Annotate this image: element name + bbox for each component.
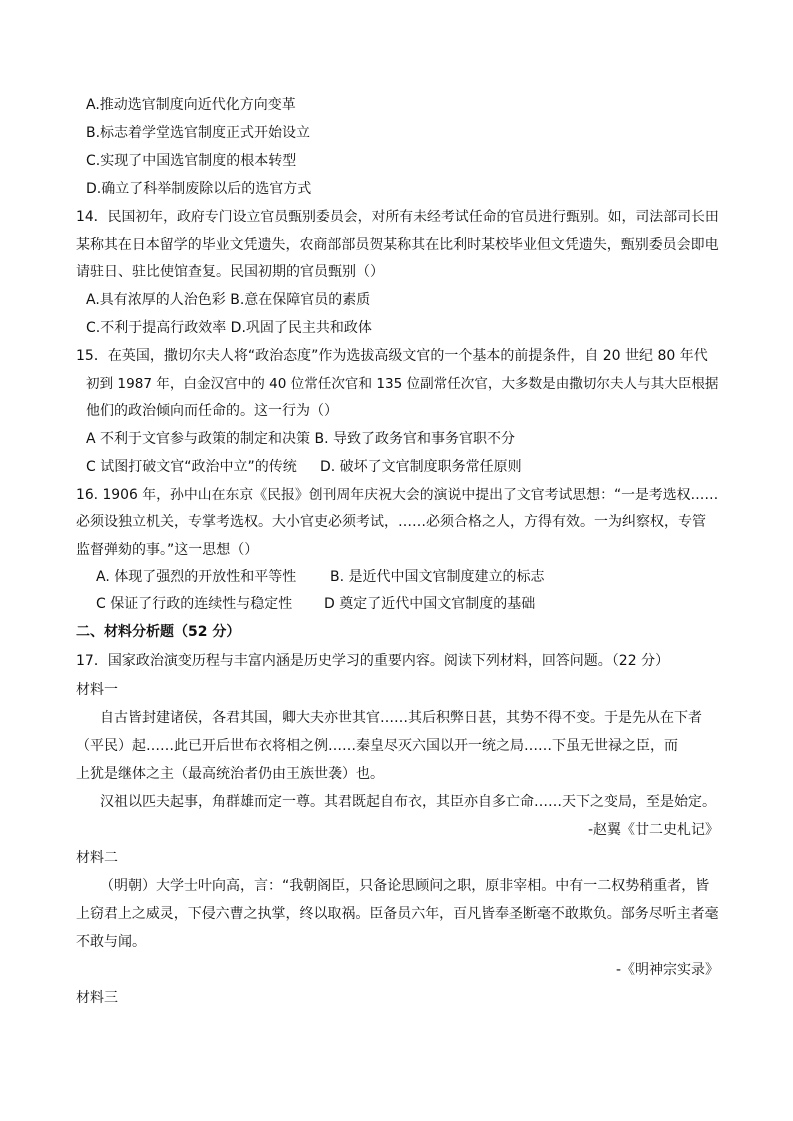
q16-stem-line3: 监督弹劾的事。”这一思想（） (76, 542, 259, 558)
q13-option-a: A.推动选官制度向近代化方向变革 (86, 97, 296, 113)
material-3-label: 材料三 (76, 990, 118, 1006)
q14-stem-line1: 14．民国初年，政府专门设立官员甄别委员会，对所有未经考试任命的官员进行甄别。如，司法部司长田 (76, 209, 719, 225)
q13-option-d: D.确立了科举制废除以后的选官方式 (86, 181, 312, 197)
q16-option-c: C 保证了行政的连续性与稳定性 (96, 596, 293, 612)
material-1-para1-line1: 自古皆封建诸侯，各君其国，卿大夫亦世其官……其后积弊日甚，其势不得不变。于是先从在下者 (100, 710, 702, 726)
q14-options-ab: A.具有浓厚的人治色彩 B.意在保障官员的素质 (86, 292, 371, 308)
q16-option-b: B. 是近代中国文官制度建立的标志 (330, 569, 545, 585)
material-2-label: 材料二 (76, 850, 118, 866)
material-1-para2: 汉祖以匹夫起事，角群雄而定一尊。其君既起自布衣，其臣亦自多亡命……天下之变局，至是始定。 (100, 794, 716, 810)
material-1-source: -赵翼《廿二史札记》 (587, 822, 719, 838)
q16-stem-line2: 必须设独立机关，专掌考选权。大小官吏必须考试，……必须合格之人，方得有效。一为纠察权，专管 (76, 514, 706, 530)
q16-option-d: D 奠定了近代中国文官制度的基础 (324, 596, 536, 612)
q14-stem-line3: 请驻日、驻比使馆查复。民国初期的官员甄别（） (76, 264, 384, 280)
q15-options-ab: A 不利于文官参与政策的制定和决策 B. 导致了政务官和事务官职不分 (86, 431, 515, 447)
q13-option-c: C.实现了中国选官制度的根本转型 (86, 153, 297, 169)
q15-option-c: C 试图打破文官“政治中立”的传统 (86, 459, 297, 475)
q15-stem-line2: 初到 1987 年，白金汉宫中的 40 位常任次官和 135 位副常任次官，大多数是由撒切尔夫人与其大臣根据 (86, 376, 719, 392)
q16-stem-line1: 16. 1906 年，孙中山在东京《民报》创刊周年庆祝大会的演说中提出了文官考试思想：“一是考选权…… (76, 487, 719, 503)
q15-option-d: D. 破坏了文官制度职务常任原则 (320, 459, 522, 475)
material-2-line3: 不敢与闻。 (76, 934, 146, 950)
q14-stem-line2: 某称其在日本留学的毕业文凭遗失，农商部部员贺某称其在比利时某校毕业但文凭遗失，甄别委员会即电 (76, 237, 719, 253)
q14-options-cd: C.不利于提高行政效率 D.巩固了民主共和政体 (86, 320, 372, 336)
material-2-source: -《明神宗实录》 (615, 962, 719, 978)
material-1-para1-line3: 上犹是继体之主（最高统治者仍由王族世袭）也。 (76, 766, 384, 782)
q16-option-a: A. 体现了强烈的开放性和平等性 (96, 569, 297, 585)
material-1-para1-line2: （平民）起……此已开后世布衣将相之例……秦皇尽灭六国以开一统之局……下虽无世禄之臣，而 (76, 738, 678, 754)
material-2-line2: 上窃君上之威灵，下侵六曹之执掌，终以取祸。臣备员六年，百凡皆奉圣断毫不敢欺负。部务尽听主者毫 (76, 906, 719, 922)
q13-option-b: B.标志着学堂选官制度正式开始设立 (86, 125, 311, 141)
q15-stem-line3: 他们的政治倾向而任命的。这一行为（） (86, 403, 338, 419)
section-heading: 二、材料分析题（52 分） (76, 624, 241, 640)
material-1-label: 材料一 (76, 682, 118, 698)
q15-stem-line1: 15．在英国，撒切尔夫人将“政治态度”作为选拔高级文官的一个基本的前提条件，自 20 世纪 80 年代 (76, 348, 708, 364)
q17-stem: 17．国家政治演变历程与丰富内涵是历史学习的重要内容。阅读下列材料，回答问题。（22 分） (76, 653, 670, 669)
material-2-line1: （明朝）大学士叶向高，言：“我朝阁臣，只备论思顾问之职，原非宰相。中有一二权势稍重者，皆 (100, 878, 710, 894)
